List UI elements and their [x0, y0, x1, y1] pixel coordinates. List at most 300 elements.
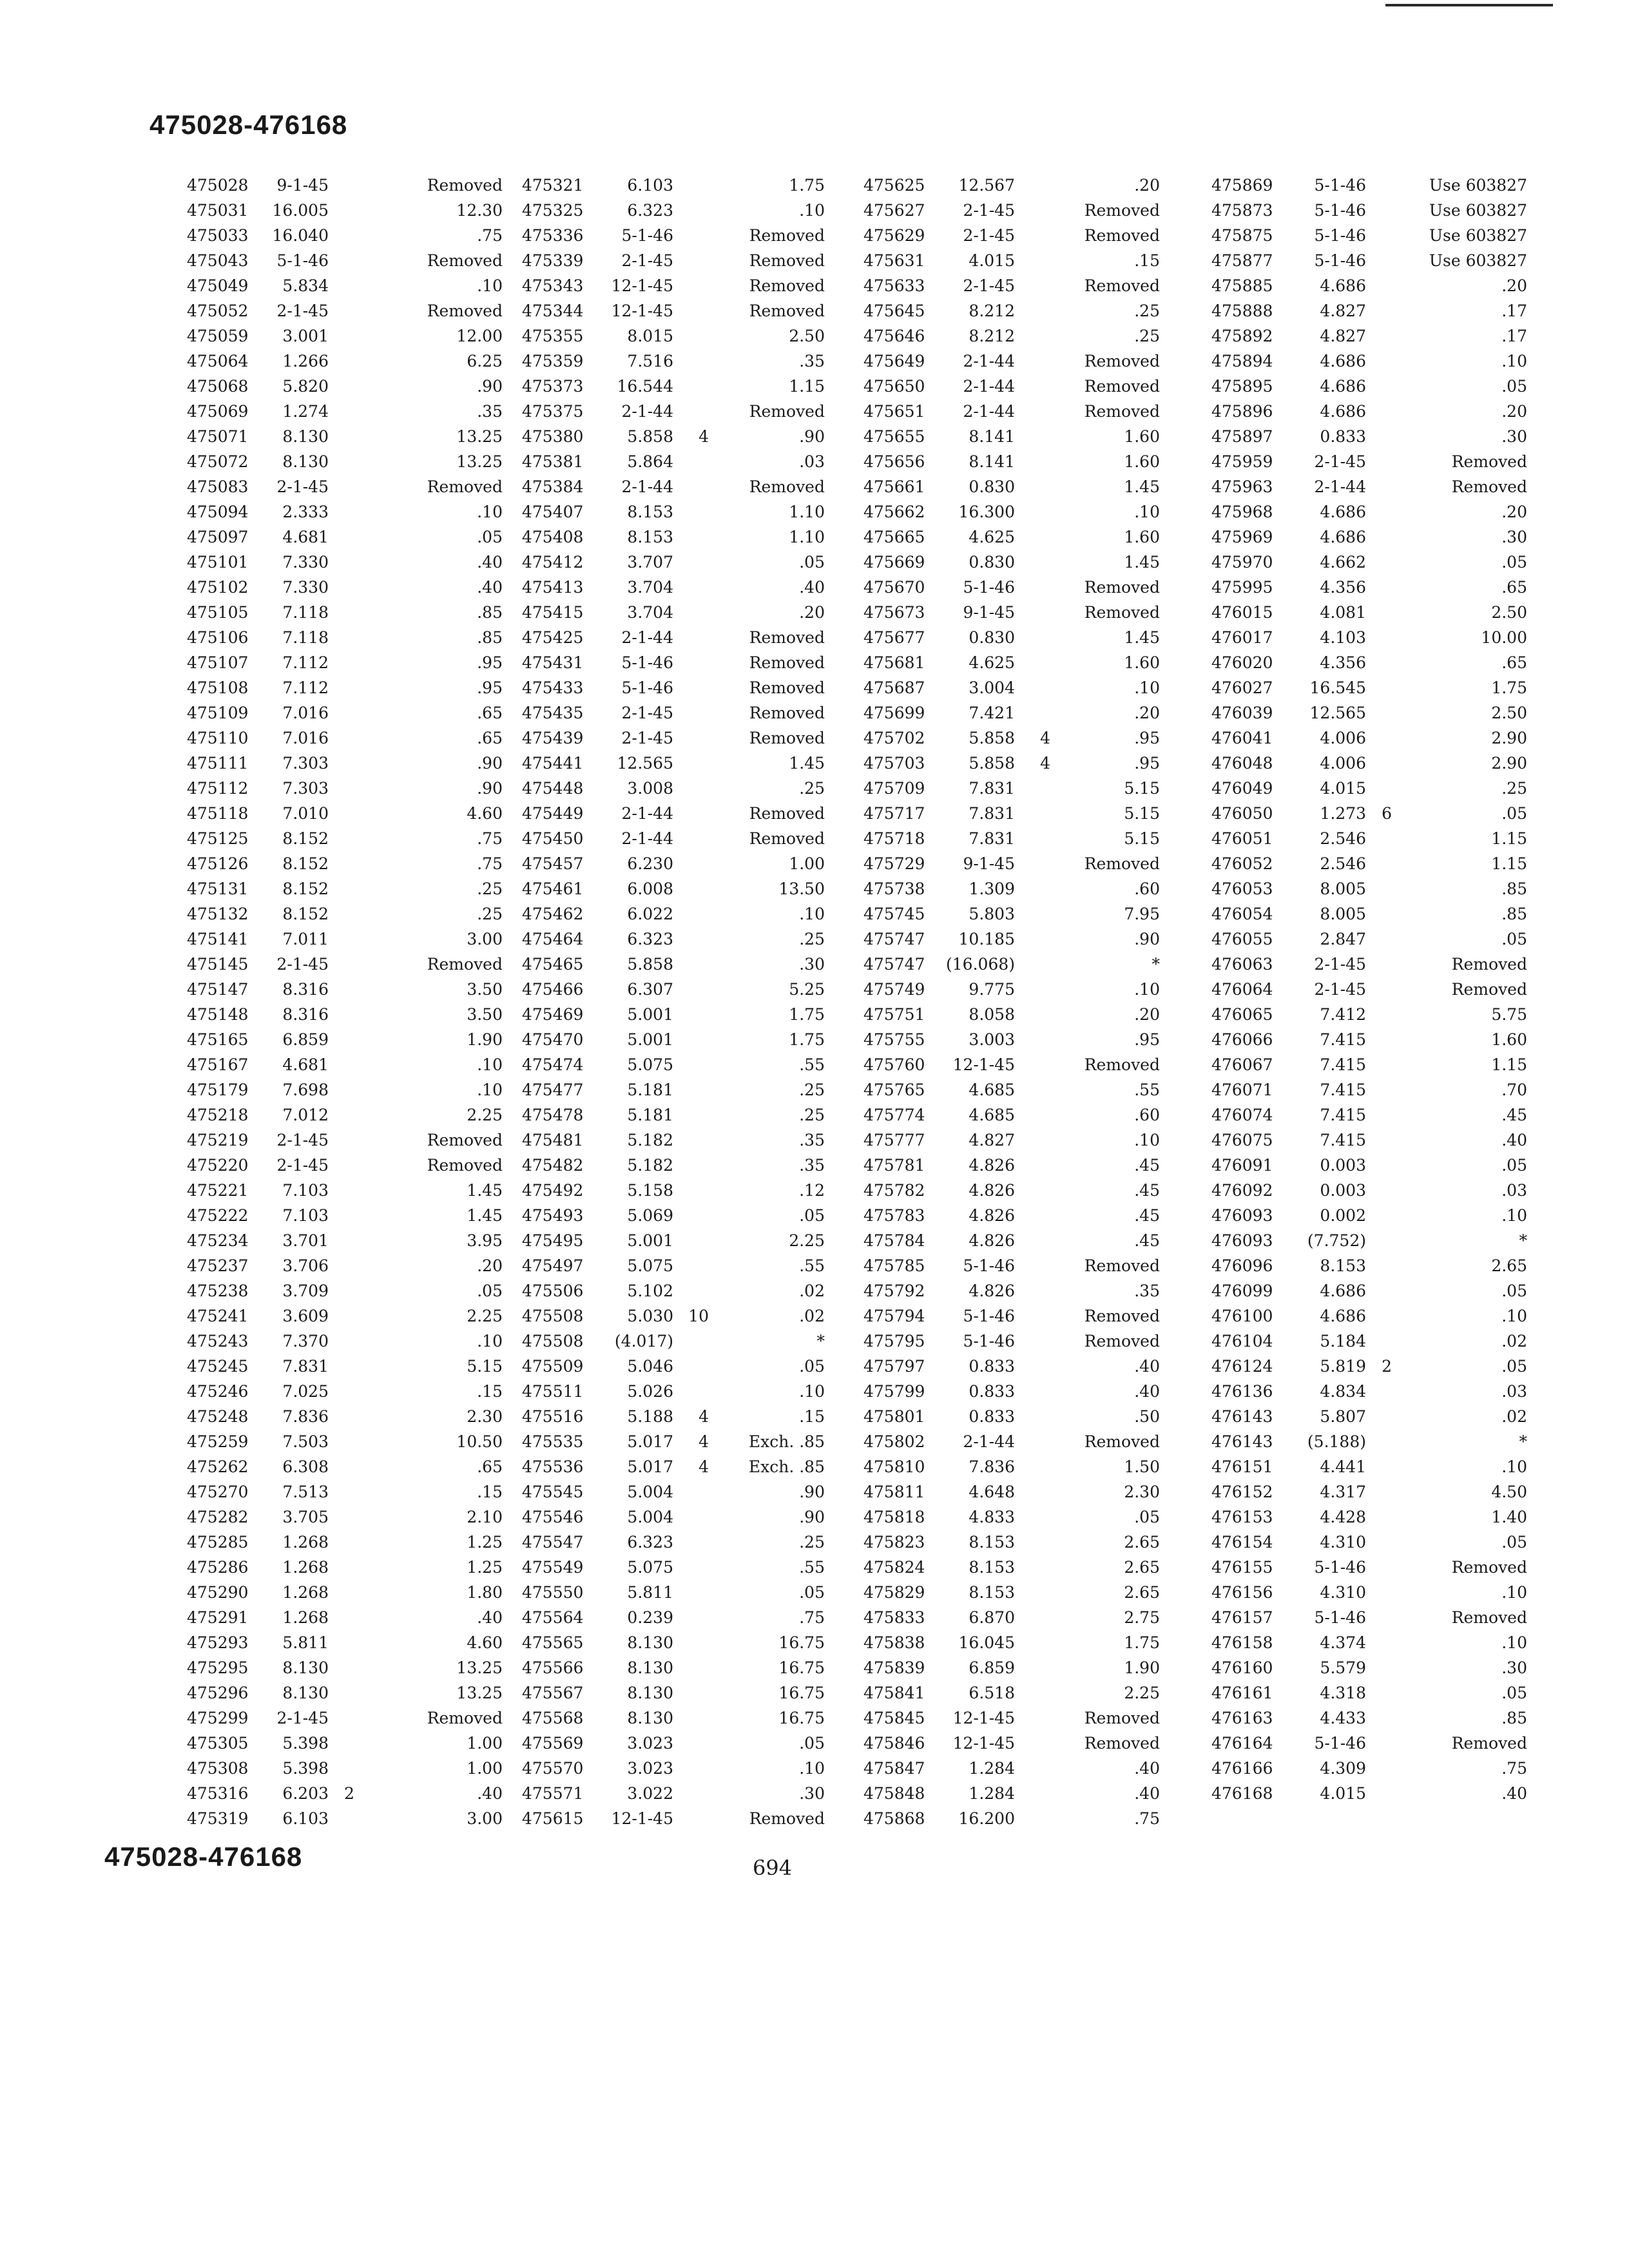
- stock-number: 475894: [1211, 352, 1273, 370]
- price-value: .95: [477, 678, 503, 697]
- price-value: Removed: [749, 1809, 825, 1828]
- price-value: .03: [1501, 1181, 1527, 1200]
- price-entry-row: [354, 801, 503, 826]
- stock-entry-row: [522, 399, 709, 424]
- price-value: Use 603827: [1429, 201, 1527, 220]
- stock-number: 475285: [187, 1533, 249, 1552]
- stock-entry-row: [1211, 1605, 1392, 1630]
- price-entry-row: [354, 298, 503, 323]
- stock-number: 475959: [1211, 452, 1273, 471]
- price-entry-row: [354, 876, 503, 901]
- stock-entry-row: [863, 751, 1050, 776]
- stock-number: 475765: [863, 1081, 925, 1099]
- stock-entry-row: [863, 675, 1050, 700]
- stock-number: 475449: [522, 804, 584, 823]
- entry-value: 6.323: [627, 1533, 673, 1552]
- stock-number: 475282: [187, 1508, 249, 1526]
- stock-entry-row: [187, 1379, 354, 1404]
- price-value: .05: [477, 528, 503, 546]
- stock-number: 475508: [522, 1307, 584, 1325]
- price-value: .90: [477, 754, 503, 773]
- stock-entry-row: [522, 1404, 709, 1429]
- stock-number: 475109: [187, 704, 249, 722]
- stock-number: 476166: [1211, 1759, 1273, 1778]
- price-entry-row: [1385, 1680, 1527, 1706]
- stock-number: 475052: [187, 302, 249, 320]
- entry-value: 3.008: [627, 779, 673, 798]
- price-value: 13.50: [778, 879, 825, 898]
- entry-value: 5-1-46: [1314, 1734, 1366, 1753]
- price-entry-row: [1050, 1253, 1160, 1278]
- price-entry-row: [354, 1706, 503, 1731]
- stock-number: 475220: [187, 1156, 249, 1175]
- entry-value: 8.153: [969, 1558, 1015, 1577]
- price-entry-row: [1050, 1429, 1160, 1454]
- entry-value: 7.415: [1320, 1030, 1366, 1049]
- price-value: Removed: [1084, 603, 1160, 622]
- price-value: Removed: [1084, 854, 1160, 873]
- price-entry-row: [1385, 499, 1527, 524]
- stock-number: 475478: [522, 1106, 584, 1124]
- price-entry-row: [702, 1756, 825, 1781]
- price-value: .02: [799, 1282, 825, 1300]
- stock-entry-row: [522, 474, 709, 499]
- stock-entry-row: [522, 1178, 709, 1203]
- entry-value: 6.323: [627, 201, 673, 220]
- stock-entry-row: [863, 851, 1050, 876]
- price-entry-row: [354, 1329, 503, 1354]
- entry-value: 6.308: [282, 1457, 329, 1476]
- price-value: .10: [1501, 1307, 1527, 1325]
- price-entry-row: [354, 927, 503, 952]
- stock-entry-row: [187, 550, 354, 575]
- price-value: 4.60: [467, 804, 503, 823]
- price-value: Removed: [1451, 477, 1527, 496]
- price-value: 12.00: [456, 327, 503, 345]
- price-value: .95: [477, 653, 503, 672]
- stock-entry-row: [522, 374, 709, 399]
- entry-value: 5.858: [969, 729, 1015, 747]
- stock-entry-row: [187, 650, 354, 675]
- price-value: .65: [1501, 653, 1527, 672]
- price-value: 2.65: [1124, 1558, 1160, 1577]
- stock-number: 475649: [863, 352, 925, 370]
- price-value: .10: [799, 1382, 825, 1401]
- page-number: 694: [753, 1856, 793, 1880]
- entry-value: 4.006: [1320, 754, 1366, 773]
- price-value: .02: [799, 1307, 825, 1325]
- stock-number: 476168: [1211, 1784, 1273, 1803]
- stock-entry-row: [522, 1630, 709, 1655]
- price-entry-row: [1050, 1504, 1160, 1530]
- price-entry-row: [702, 927, 825, 952]
- column-1: [187, 173, 354, 1831]
- price-value: .90: [799, 427, 825, 446]
- stock-entry-row: [1211, 1555, 1392, 1580]
- price-value: Removed: [1084, 226, 1160, 245]
- entry-value: 2-1-44: [621, 829, 673, 848]
- price-entry-row: [354, 1680, 503, 1706]
- price-entry-row: [702, 1128, 825, 1153]
- price-entry-row: [1385, 1278, 1527, 1303]
- stock-entry-row: [863, 575, 1050, 600]
- footnote-marker: 4: [699, 427, 709, 446]
- stock-number: 475829: [863, 1583, 925, 1602]
- price-entry-row: [1385, 1555, 1527, 1580]
- price-entry-row: [1050, 1203, 1160, 1228]
- price-value: .40: [477, 553, 503, 572]
- stock-number: 475846: [863, 1734, 925, 1753]
- footnote-marker: 4: [699, 1457, 709, 1476]
- price-entry-row: [354, 751, 503, 776]
- price-value: Removed: [1084, 1709, 1160, 1727]
- entry-value: 0.833: [969, 1407, 1015, 1426]
- stock-entry-row: [863, 901, 1050, 927]
- stock-entry-row: [187, 173, 354, 198]
- entry-value: 1.266: [282, 352, 329, 370]
- footnote-marker: 4: [699, 1432, 709, 1451]
- price-value: .85: [1501, 905, 1527, 923]
- price-entry-row: [1385, 751, 1527, 776]
- entry-value: 7.513: [282, 1483, 329, 1501]
- price-entry-row: [702, 323, 825, 349]
- entry-value: 0.833: [969, 1382, 1015, 1401]
- price-entry-row: [702, 1253, 825, 1278]
- stock-entry-row: [522, 1303, 709, 1329]
- stock-number: 475097: [187, 528, 249, 546]
- stock-number: 475470: [522, 1030, 584, 1049]
- stock-number: 475270: [187, 1483, 249, 1501]
- price-entry-row: [702, 1454, 825, 1479]
- stock-number: 475495: [522, 1231, 584, 1250]
- stock-number: 476093: [1211, 1231, 1273, 1250]
- entry-value: 4.015: [969, 251, 1015, 270]
- price-value: .20: [1501, 276, 1527, 295]
- entry-value: 5.811: [282, 1633, 329, 1652]
- stock-number: 475179: [187, 1081, 249, 1099]
- entry-value: 12.565: [1309, 704, 1366, 722]
- price-entry-row: [1385, 726, 1527, 751]
- price-value: 2.65: [1124, 1533, 1160, 1552]
- stock-number: 476164: [1211, 1734, 1273, 1753]
- stock-entry-row: [863, 1153, 1050, 1178]
- price-value: 1.90: [467, 1030, 503, 1049]
- stock-number: 475785: [863, 1256, 925, 1275]
- price-entry-row: [702, 801, 825, 826]
- price-value: .05: [799, 1583, 825, 1602]
- stock-entry-row: [187, 1555, 354, 1580]
- price-entry-row: [1385, 826, 1527, 851]
- entry-value: (5.188): [1307, 1432, 1366, 1451]
- top-rule: [1385, 4, 1553, 6]
- price-entry-row: [702, 1781, 825, 1806]
- stock-number: 476054: [1211, 905, 1273, 923]
- price-entry-row: [1050, 1781, 1160, 1806]
- price-entry-row: [1385, 977, 1527, 1002]
- stock-entry-row: [187, 349, 354, 374]
- price-value: 1.60: [1124, 653, 1160, 672]
- price-value: 1.10: [789, 503, 825, 521]
- price-value: .20: [799, 603, 825, 622]
- price-value: 2.90: [1491, 729, 1527, 747]
- stock-entry-row: [187, 1153, 354, 1178]
- price-entry-row: [1050, 550, 1160, 575]
- price-entry-row: [354, 1404, 503, 1429]
- price-value: .03: [799, 452, 825, 471]
- stock-number: 475625: [863, 176, 925, 195]
- price-entry-row: [354, 1102, 503, 1128]
- entry-value: 5-1-46: [963, 578, 1015, 597]
- price-entry-row: [702, 977, 825, 1002]
- stock-entry-row: [522, 600, 709, 625]
- stock-number: 475536: [522, 1457, 584, 1476]
- stock-entry-row: [187, 1806, 354, 1831]
- price-value: Removed: [1084, 1256, 1160, 1275]
- stock-entry-row: [1211, 474, 1392, 499]
- price-value: .65: [1501, 578, 1527, 597]
- price-entry-row: [702, 650, 825, 675]
- price-value: .05: [799, 1206, 825, 1225]
- price-value: 16.75: [778, 1684, 825, 1702]
- price-value: Removed: [749, 729, 825, 747]
- stock-entry-row: [863, 1253, 1050, 1278]
- stock-entry-row: [1211, 349, 1392, 374]
- price-entry-row: [354, 1605, 503, 1630]
- price-value: .85: [477, 628, 503, 647]
- stock-entry-row: [863, 424, 1050, 449]
- stock-entry-row: [1211, 927, 1392, 952]
- price-value: Removed: [1451, 980, 1527, 999]
- price-entry-row: [702, 600, 825, 625]
- price-value: .75: [1501, 1759, 1527, 1778]
- entry-value: 8.005: [1320, 905, 1366, 923]
- stock-entry-row: [522, 1153, 709, 1178]
- stock-entry-row: [1211, 1303, 1392, 1329]
- price-value: 1.45: [467, 1206, 503, 1225]
- price-value: .10: [477, 503, 503, 521]
- price-value: .25: [1134, 302, 1160, 320]
- entry-value: 2-1-44: [621, 402, 673, 421]
- stock-entry-row: [522, 1680, 709, 1706]
- stock-number: 475248: [187, 1407, 249, 1426]
- stock-number: 475717: [863, 804, 925, 823]
- stock-entry-row: [1211, 851, 1392, 876]
- price-entry-row: [702, 1102, 825, 1128]
- stock-entry-row: [187, 1655, 354, 1680]
- stock-entry-row: [187, 248, 354, 273]
- stock-number: 475101: [187, 553, 249, 572]
- entry-value: 4.681: [282, 1055, 329, 1074]
- entry-value: 1.268: [282, 1558, 329, 1577]
- stock-entry-row: [522, 273, 709, 298]
- price-entry-row: [354, 1580, 503, 1605]
- stock-number: 475305: [187, 1734, 249, 1753]
- entry-value: 3.003: [969, 1030, 1015, 1049]
- price-value: .65: [477, 704, 503, 722]
- stock-entry-row: [863, 1655, 1050, 1680]
- price-value: Removed: [749, 704, 825, 722]
- stock-number: 475125: [187, 829, 249, 848]
- stock-number: 476136: [1211, 1382, 1273, 1401]
- price-value: Removed: [1084, 1307, 1160, 1325]
- price-value: Removed: [749, 226, 825, 245]
- stock-number: 476053: [1211, 879, 1273, 898]
- price-value: .10: [477, 1332, 503, 1350]
- stock-number: 475412: [522, 553, 584, 572]
- stock-entry-row: [187, 374, 354, 399]
- entry-value: 16.545: [1309, 678, 1366, 697]
- price-entry-row: [354, 1128, 503, 1153]
- price-entry-row: [702, 1479, 825, 1504]
- stock-entry-row: [863, 499, 1050, 524]
- stock-entry-row: [522, 1731, 709, 1756]
- price-entry-row: [702, 575, 825, 600]
- stock-number: 475615: [522, 1809, 584, 1828]
- stock-number: 476091: [1211, 1156, 1273, 1175]
- price-entry-row: [1385, 399, 1527, 424]
- price-entry-row: [1385, 273, 1527, 298]
- stock-entry-row: [187, 927, 354, 952]
- price-entry-row: [702, 399, 825, 424]
- entry-value: 2-1-44: [963, 402, 1015, 421]
- stock-number: 475897: [1211, 427, 1273, 446]
- price-entry-row: [1050, 575, 1160, 600]
- price-entry-row: [1050, 1102, 1160, 1128]
- price-entry-row: [1050, 751, 1160, 776]
- stock-entry-row: [1211, 449, 1392, 474]
- stock-entry-row: [863, 1429, 1050, 1454]
- price-value: .45: [1134, 1181, 1160, 1200]
- entry-value: 2-1-45: [276, 302, 329, 320]
- stock-number: 475033: [187, 226, 249, 245]
- price-entry-row: [354, 776, 503, 801]
- stock-number: 475677: [863, 628, 925, 647]
- stock-number: 475112: [187, 779, 249, 798]
- stock-number: 475963: [1211, 477, 1273, 496]
- stock-number: 475650: [863, 377, 925, 396]
- price-value: 1.15: [789, 377, 825, 396]
- price-value: .12: [799, 1181, 825, 1200]
- stock-number: 475568: [522, 1709, 584, 1727]
- entry-value: 5.858: [627, 427, 673, 446]
- stock-entry-row: [863, 1354, 1050, 1379]
- entry-value: 4.827: [1320, 327, 1366, 345]
- stock-number: 476092: [1211, 1181, 1273, 1200]
- price-value: 1.60: [1124, 528, 1160, 546]
- stock-entry-row: [522, 751, 709, 776]
- stock-entry-row: [522, 1354, 709, 1379]
- entry-value: 3.001: [282, 327, 329, 345]
- entry-value: 4.686: [1320, 528, 1366, 546]
- stock-entry-row: [522, 298, 709, 323]
- stock-number: 476104: [1211, 1332, 1273, 1350]
- stock-number: 475497: [522, 1256, 584, 1275]
- price-value: .25: [799, 1081, 825, 1099]
- price-entry-row: [354, 474, 503, 499]
- stock-entry-row: [522, 1027, 709, 1052]
- entry-value: 5-1-46: [276, 251, 329, 270]
- price-entry-row: [702, 851, 825, 876]
- price-entry-row: [1050, 901, 1160, 927]
- price-entry-row: [1050, 600, 1160, 625]
- entry-value: 4.015: [1320, 1784, 1366, 1803]
- stock-number: 475670: [863, 578, 925, 597]
- entry-value: 4.833: [969, 1508, 1015, 1526]
- stock-entry-row: [863, 1781, 1050, 1806]
- stock-number: 475237: [187, 1256, 249, 1275]
- price-entry-row: [1050, 1354, 1160, 1379]
- entry-value: (4.017): [614, 1332, 673, 1350]
- price-value: .55: [1134, 1081, 1160, 1099]
- price-entry-row: [354, 449, 503, 474]
- price-entry-row: [1050, 248, 1160, 273]
- stock-number: 476052: [1211, 854, 1273, 873]
- price-entry-row: [1050, 1530, 1160, 1555]
- stock-entry-row: [863, 449, 1050, 474]
- entry-value: 16.045: [958, 1633, 1015, 1652]
- stock-entry-row: [522, 499, 709, 524]
- price-entry-row: [1385, 1329, 1527, 1354]
- entry-value: 5.017: [627, 1432, 673, 1451]
- stock-entry-row: [863, 1329, 1050, 1354]
- stock-number: 475293: [187, 1633, 249, 1652]
- entry-value: 8.130: [282, 1684, 329, 1702]
- price-entry-row: [354, 1052, 503, 1077]
- entry-value: 5.046: [627, 1357, 673, 1376]
- price-entry-row: [1050, 374, 1160, 399]
- entry-value: 7.025: [282, 1382, 329, 1401]
- stock-entry-row: [187, 273, 354, 298]
- price-value: 1.15: [1491, 829, 1527, 848]
- stock-entry-row: [1211, 499, 1392, 524]
- price-value: .10: [1134, 980, 1160, 999]
- stock-number: 475627: [863, 201, 925, 220]
- entry-value: 2.546: [1320, 829, 1366, 848]
- stock-number: 476017: [1211, 628, 1273, 647]
- entry-value: 5.819: [1320, 1357, 1366, 1376]
- stock-entry-row: [187, 977, 354, 1002]
- entry-value: 5-1-46: [1314, 226, 1366, 245]
- stock-number: 476020: [1211, 653, 1273, 672]
- stock-number: 475662: [863, 503, 925, 521]
- stock-entry-row: [1211, 575, 1392, 600]
- price-entry-row: [1385, 1605, 1527, 1630]
- price-entry-row: [354, 1429, 503, 1454]
- price-entry-row: [1385, 1178, 1527, 1203]
- price-entry-row: [1050, 1027, 1160, 1052]
- price-value: Removed: [1084, 276, 1160, 295]
- stock-number: 475321: [522, 176, 584, 195]
- price-entry-row: [354, 1479, 503, 1504]
- price-entry-row: [354, 1756, 503, 1781]
- entry-value: 7.412: [1320, 1005, 1366, 1024]
- entry-value: 7.370: [282, 1332, 329, 1350]
- stock-entry-row: [522, 776, 709, 801]
- stock-entry-row: [1211, 1203, 1392, 1228]
- entry-value: 10.185: [958, 930, 1015, 948]
- price-entry-row: [702, 1178, 825, 1203]
- stock-number: 475064: [187, 352, 249, 370]
- price-value: .60: [1134, 1106, 1160, 1124]
- stock-entry-row: [522, 575, 709, 600]
- entry-value: 5.398: [282, 1734, 329, 1753]
- stock-entry-row: [1211, 524, 1392, 550]
- stock-number: 475969: [1211, 528, 1273, 546]
- stock-number: 475896: [1211, 402, 1273, 421]
- price-value: 1.45: [789, 754, 825, 773]
- stock-number: 475782: [863, 1181, 925, 1200]
- stock-number: 475801: [863, 1407, 925, 1426]
